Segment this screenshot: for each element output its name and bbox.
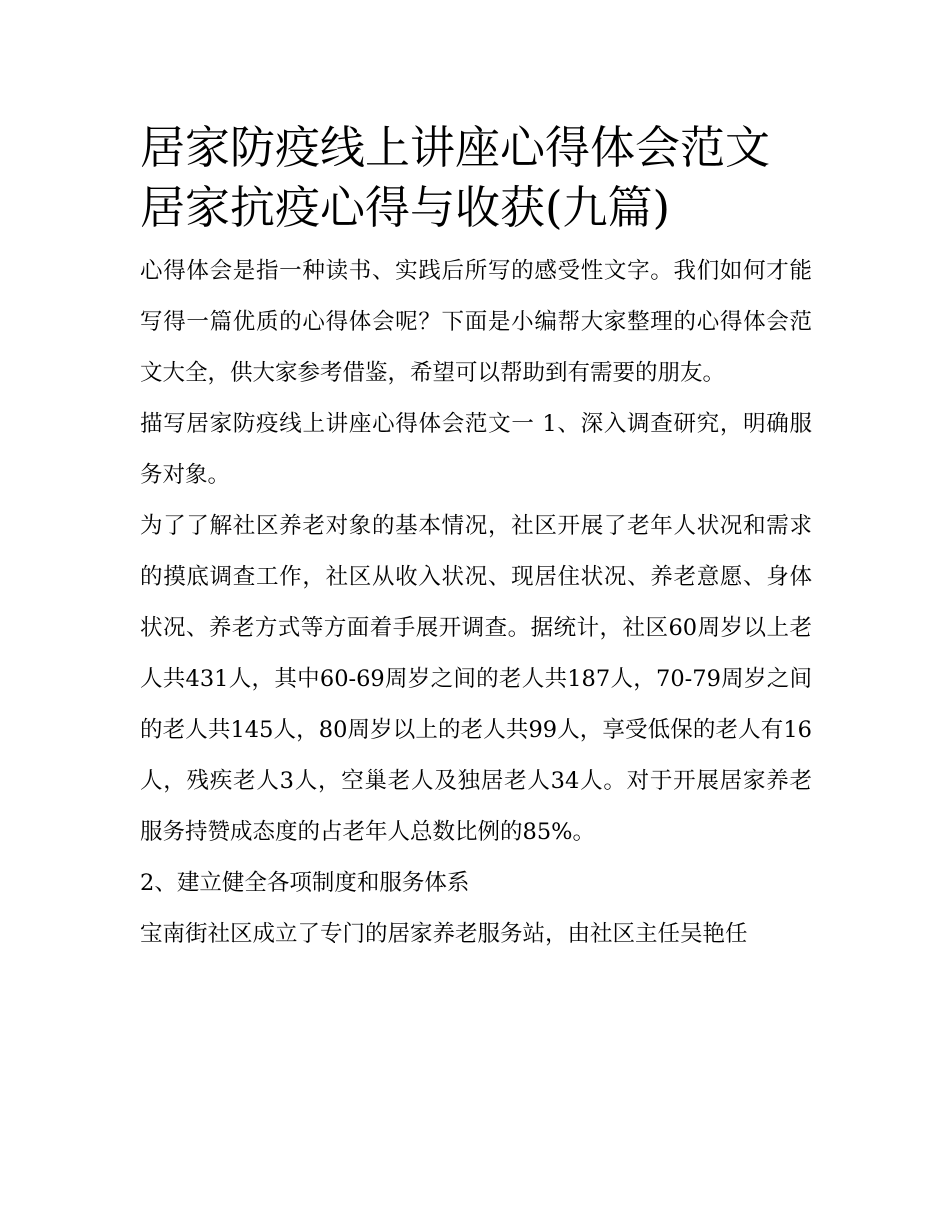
service-station-paragraph: 宝南街社区成立了专门的居家养老服务站，由社区主任吴艳任 — [140, 921, 748, 947]
intro-paragraph: 心得体会是指一种读书、实践后所写的感受性文字。我们如何才能写得一篇优质的心得体会呢？下面是小编帮大家整理的心得体会范文大全，供大家参考借鉴，希望可以帮助到有需要的朋友。 — [140, 258, 812, 386]
survey-paragraph: 为了了解社区养老对象的基本情况，社区开展了老年人状况和需求的摸底调查工作，社区从收入状况、现居住状况、养老意愿、身体状况、养老方式等方面着手展开调查。据统计，社区60周岁以上老人共431人，其中60-69周岁之间的老人共187人，70-79周岁之间的老人共145人，80周岁以上的老人共99人，享受低保的老人有16人，残疾老人3人，空巢老人及独居老人34人。对于开展居家养老服务持赞成态度的占老年人总数比例的85%。 — [140, 513, 812, 845]
section-2-heading: 2、建立健全各项制度和服务体系 — [140, 870, 470, 896]
document-body — [140, 118, 812, 960]
document-title: 居家防疫线上讲座心得体会范文 居家抗疫心得与收获(九篇) — [140, 121, 771, 234]
section-heading-paragraph: 描写居家防疫线上讲座心得体会范文一 1、深入调查研究，明确服务对象。 — [140, 411, 812, 488]
